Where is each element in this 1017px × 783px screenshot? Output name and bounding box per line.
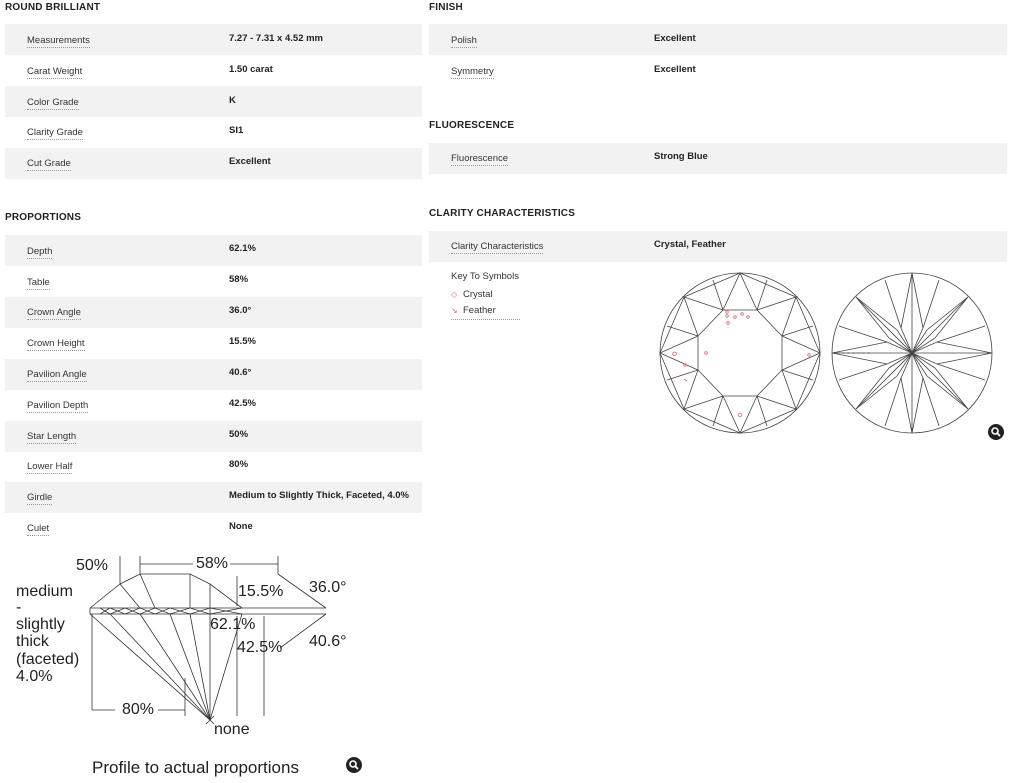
finish-title: FINISH (429, 2, 463, 13)
polish-value: Excellent (654, 33, 696, 44)
depth-row (5, 235, 422, 266)
pavilion-depth-label[interactable]: Pavilion Depth (27, 400, 89, 411)
cut-grade-value: Excellent (229, 156, 271, 167)
crown-angle-marker: 36.0° (309, 579, 347, 596)
crown-height-marker: 15.5% (238, 583, 284, 600)
depth-value: 62.1% (229, 243, 256, 254)
color-grade-row (5, 86, 422, 117)
key-item-crystal (451, 289, 493, 300)
crown-height-label[interactable]: Crown Height (27, 338, 85, 349)
crown-angle-row (5, 297, 422, 328)
round-brilliant-title: ROUND BRILLIANT (5, 2, 101, 13)
clarity-characteristics-label[interactable]: Clarity Characteristics (451, 241, 544, 252)
table-label[interactable]: Table (27, 277, 50, 288)
crown-height-row (5, 328, 422, 359)
lower-half-row (5, 452, 422, 483)
clarity-grade-label[interactable]: Clarity Grade (27, 127, 83, 138)
color-grade-label[interactable]: Color Grade (27, 97, 79, 108)
pavilion-view-diagram (832, 273, 992, 433)
profile-zoom-icon[interactable] (346, 757, 362, 773)
crown-angle-value: 36.0° (229, 305, 252, 316)
carat-weight-value: 1.50 carat (229, 64, 273, 75)
symmetry-value: Excellent (654, 64, 696, 75)
inclusion-markers (672, 311, 810, 417)
polish-label[interactable]: Polish (451, 35, 477, 46)
girdle-line-6: 4.0% (16, 668, 53, 685)
color-grade-value: K (229, 95, 236, 106)
star-length-value: 50% (229, 429, 249, 440)
polish-row (429, 24, 1007, 55)
girdle-row (5, 482, 422, 513)
clarity-grade-value: SI1 (229, 125, 244, 136)
lower-half-marker: 80% (122, 701, 155, 718)
depth-label[interactable]: Depth (27, 246, 53, 257)
crown-height-value: 15.5% (229, 336, 256, 347)
fluorescence-value: Strong Blue (654, 151, 708, 162)
pavilion-angle-value: 40.6° (229, 367, 252, 378)
clarity-characteristics-row (429, 231, 1007, 262)
pavilion-depth-row (5, 390, 422, 421)
star-length-row (5, 421, 422, 452)
girdle-line-4: thick (16, 633, 49, 650)
crystal-symbol-icon: ◇ (451, 290, 458, 299)
crown-angle-label[interactable]: Crown Angle (27, 307, 81, 318)
key-to-symbols-title: Key To Symbols (451, 271, 519, 282)
lower-half-label[interactable]: Lower Half (27, 461, 73, 472)
star-length-marker: 50% (76, 557, 109, 574)
cut-grade-row (5, 148, 422, 179)
crown-view-diagram (660, 273, 820, 433)
measurements-value: 7.27 - 7.31 x 4.52 mm (229, 33, 324, 44)
pavilion-angle-label[interactable]: Pavilion Angle (27, 369, 87, 380)
symmetry-label[interactable]: Symmetry (451, 66, 494, 77)
clarity-plot-diagram (655, 268, 1000, 440)
clarity-grade-row (5, 117, 422, 148)
table-row (5, 266, 422, 297)
girdle-label[interactable]: Girdle (27, 492, 53, 503)
plot-zoom-icon[interactable] (988, 424, 1004, 440)
carat-weight-label[interactable]: Carat Weight (27, 66, 83, 77)
measurements-row (5, 24, 422, 55)
table-value: 58% (229, 274, 249, 285)
pavilion-depth-marker: 42.5% (237, 639, 283, 656)
key-item-feather (451, 305, 496, 316)
girdle-line-5: (faceted) (16, 651, 80, 668)
clarity-characteristics-value: Crystal, Feather (654, 239, 726, 250)
girdle-line-3: slightly (16, 616, 65, 633)
girdle-line-2: - (16, 599, 22, 616)
key-item-crystal-label: Crystal (463, 289, 493, 300)
carat-weight-row (5, 55, 422, 86)
lower-half-value: 80% (229, 459, 249, 470)
key-item-feather-label: Feather (463, 305, 496, 316)
culet-row (5, 513, 422, 544)
proportions-title: PROPORTIONS (5, 212, 82, 223)
star-length-label[interactable]: Star Length (27, 431, 77, 442)
table-marker: 58% (196, 555, 229, 572)
girdle-value: Medium to Slightly Thick, Faceted, 4.0% (229, 490, 410, 501)
pavilion-angle-marker: 40.6° (309, 633, 347, 650)
fluorescence-title: FLUORESCENCE (429, 120, 515, 131)
clarity-title: CLARITY CHARACTERISTICS (429, 208, 576, 219)
feather-symbol-icon: ↘ (451, 306, 458, 315)
fluorescence-row (429, 143, 1007, 174)
profile-caption: Profile to actual proportions (92, 758, 299, 777)
fluorescence-label[interactable]: Fluorescence (451, 153, 509, 164)
cut-grade-label[interactable]: Cut Grade (27, 158, 71, 169)
measurements-label[interactable]: Measurements (27, 35, 90, 46)
profile-diagram (10, 548, 360, 748)
pavilion-angle-row (5, 359, 422, 390)
culet-marker: none (214, 721, 250, 738)
pavilion-depth-value: 42.5% (229, 398, 256, 409)
girdle-line-1: medium (16, 583, 73, 600)
symmetry-row (429, 55, 1007, 86)
culet-value: None (229, 521, 253, 532)
culet-label[interactable]: Culet (27, 523, 50, 534)
total-depth-marker: 62.1% (210, 616, 256, 633)
